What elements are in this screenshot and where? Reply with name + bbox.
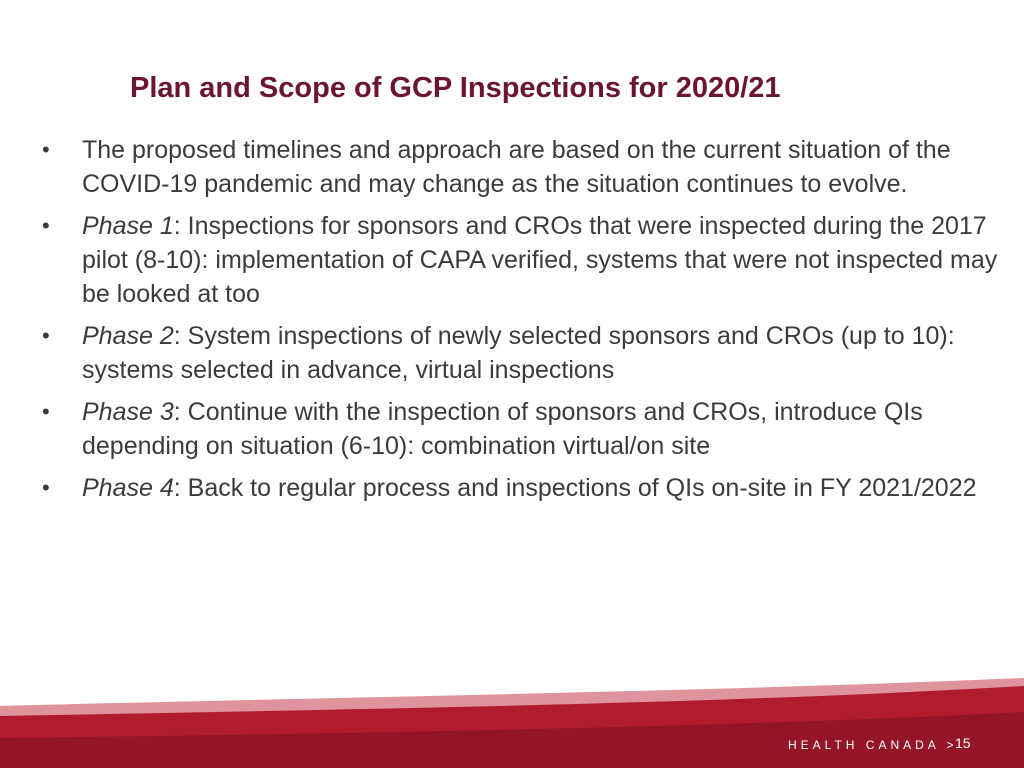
bullet-dot-icon: •: [42, 323, 50, 348]
bullet-item: [40, 209, 1000, 311]
slide-title: Plan and Scope of GCP Inspections for 2020/21: [130, 72, 781, 104]
footer-brand-text: HEALTH CANADA >: [788, 738, 958, 752]
bullet-dot-icon: •: [42, 137, 50, 162]
bullet-text: : Inspections for sponsors and CROs that were inspected during the 2017 pilot (8-10): implementation of CAPA verified, systems that were not inspected may be looked at too: [82, 212, 998, 308]
page-number: 15: [955, 735, 971, 751]
bullet-text: : System inspections of newly selected sponsors and CROs (up to 10): systems selected in advance, virtual inspections: [82, 322, 955, 384]
bullet-list: [40, 133, 1000, 513]
phase-label: Phase 4: [82, 474, 174, 502]
phase-label: Phase 2: [82, 322, 174, 350]
bullet-dot-icon: •: [42, 475, 50, 500]
bullet-text: The proposed timelines and approach are based on the current situation of the COVID-19 pandemic and may change as the situation continues to evolve.: [82, 136, 951, 198]
bullet-item: [40, 133, 1000, 201]
bullet-dot-icon: •: [42, 399, 50, 424]
footer-wave-decoration: [0, 668, 1024, 768]
phase-label: Phase 3: [82, 398, 174, 426]
bullet-item: [40, 471, 1000, 505]
bullet-dot-icon: •: [42, 213, 50, 238]
bullet-item: [40, 319, 1000, 387]
bullet-text: : Continue with the inspection of sponsors and CROs, introduce QIs depending on situation (6-10): combination virtual/on site: [82, 398, 923, 460]
bullet-text: : Back to regular process and inspections of QIs on-site in FY 2021/2022: [173, 474, 977, 502]
phase-label: Phase 1: [82, 212, 174, 240]
bullet-item: [40, 395, 1000, 463]
